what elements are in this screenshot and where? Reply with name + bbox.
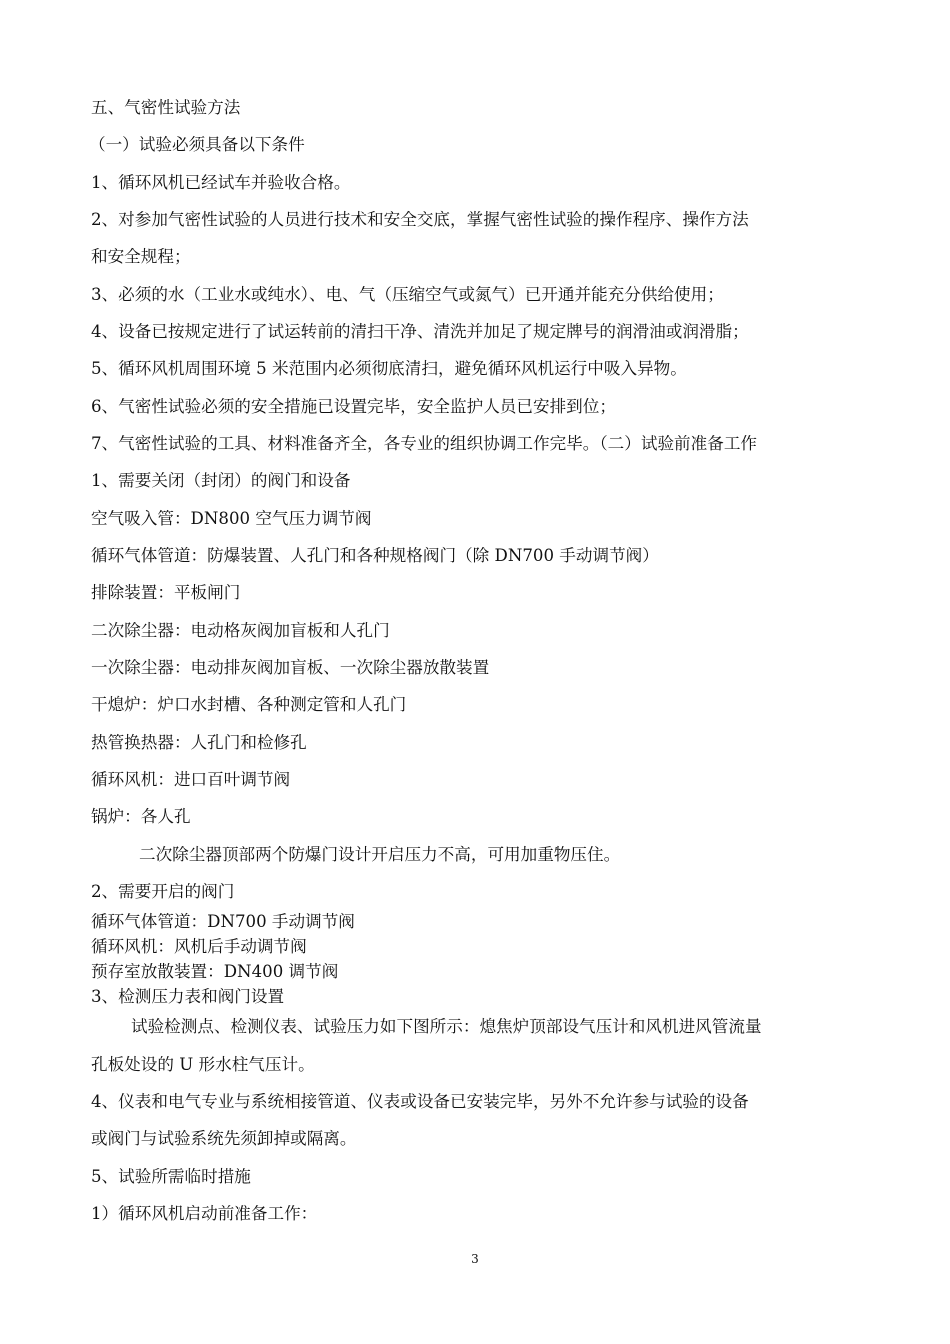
paragraph-line: 循环风机：风机后手动调节阀 <box>91 937 307 956</box>
page-number: 3 <box>471 1252 479 1266</box>
paragraph-line: 1、需要关闭（封闭）的阀门和设备 <box>91 471 351 490</box>
paragraph-line: 二次除尘器顶部两个防爆门设计开启压力不高，可用加重物压住。 <box>139 845 621 864</box>
paragraph-line: 预存室放散装置：DN400 调节阀 <box>91 962 339 981</box>
paragraph-line: 锅炉：各人孔 <box>91 807 191 826</box>
paragraph-line: 空气吸入管：DN800 空气压力调节阀 <box>91 509 372 528</box>
paragraph-line: 1、循环风机已经试车并验收合格。 <box>91 173 351 192</box>
paragraph-line: 6、气密性试验必须的安全措施已设置完毕，安全监护人员已安排到位； <box>91 397 616 416</box>
paragraph-line: 7、气密性试验的工具、材料准备齐全，各专业的组织协调工作完毕。（二）试验前准备工作 <box>91 434 758 453</box>
paragraph-line: 4、仪表和电气专业与系统相接管道、仪表或设备已安装完毕，另外不允许参与试验的设备 <box>91 1092 749 1111</box>
paragraph-line: 2、对参加气密性试验的人员进行技术和安全交底，掌握气密性试验的操作程序、操作方法 <box>91 210 749 229</box>
paragraph-line: 或阀门与试验系统先须卸掉或隔离。 <box>91 1129 357 1148</box>
paragraph-line: 循环气体管道：防爆装置、人孔门和各种规格阀门（除 DN700 手动调节阀） <box>91 546 659 565</box>
paragraph-line: 一次除尘器：电动排灰阀加盲板、一次除尘器放散装置 <box>91 658 490 677</box>
paragraph-line: 3、检测压力表和阀门设置 <box>91 987 285 1006</box>
paragraph-line: 二次除尘器：电动格灰阀加盲板和人孔门 <box>91 621 390 640</box>
paragraph-line: 1）循环风机启动前准备工作： <box>91 1204 318 1223</box>
paragraph-line: 循环气体管道：DN700 手动调节阀 <box>91 912 355 931</box>
paragraph-line: 孔板处设的 U 形水柱气压计。 <box>91 1055 315 1074</box>
paragraph-line: 4、设备已按规定进行了试运转前的清扫干净、清洗并加足了规定牌号的润滑油或润滑脂； <box>91 322 749 341</box>
paragraph-line: 和安全规程； <box>91 247 191 266</box>
section-heading: 五、气密性试验方法 <box>91 98 241 117</box>
subsection-heading: （一）试验必须具备以下条件 <box>89 135 305 154</box>
paragraph-line: 5、循环风机周围环境 5 米范围内必须彻底清扫，避免循环风机运行中吸入异物。 <box>91 359 687 378</box>
paragraph-line: 试验检测点、检测仪表、试验压力如下图所示：熄焦炉顶部设气压计和风机进风管流量 <box>131 1017 762 1036</box>
paragraph-line: 干熄炉：炉口水封槽、各种测定管和人孔门 <box>91 695 407 714</box>
paragraph-line: 排除装置：平板闸门 <box>91 583 241 602</box>
paragraph-line: 热管换热器：人孔门和检修孔 <box>91 733 307 752</box>
paragraph-line: 2、需要开启的阀门 <box>91 882 235 901</box>
paragraph-line: 3、必须的水（工业水或纯水）、电、气（压缩空气或氮气）已开通并能充分供给使用； <box>91 285 724 304</box>
paragraph-line: 循环风机：进口百叶调节阀 <box>91 770 291 789</box>
paragraph-line: 5、试验所需临时措施 <box>91 1167 251 1186</box>
